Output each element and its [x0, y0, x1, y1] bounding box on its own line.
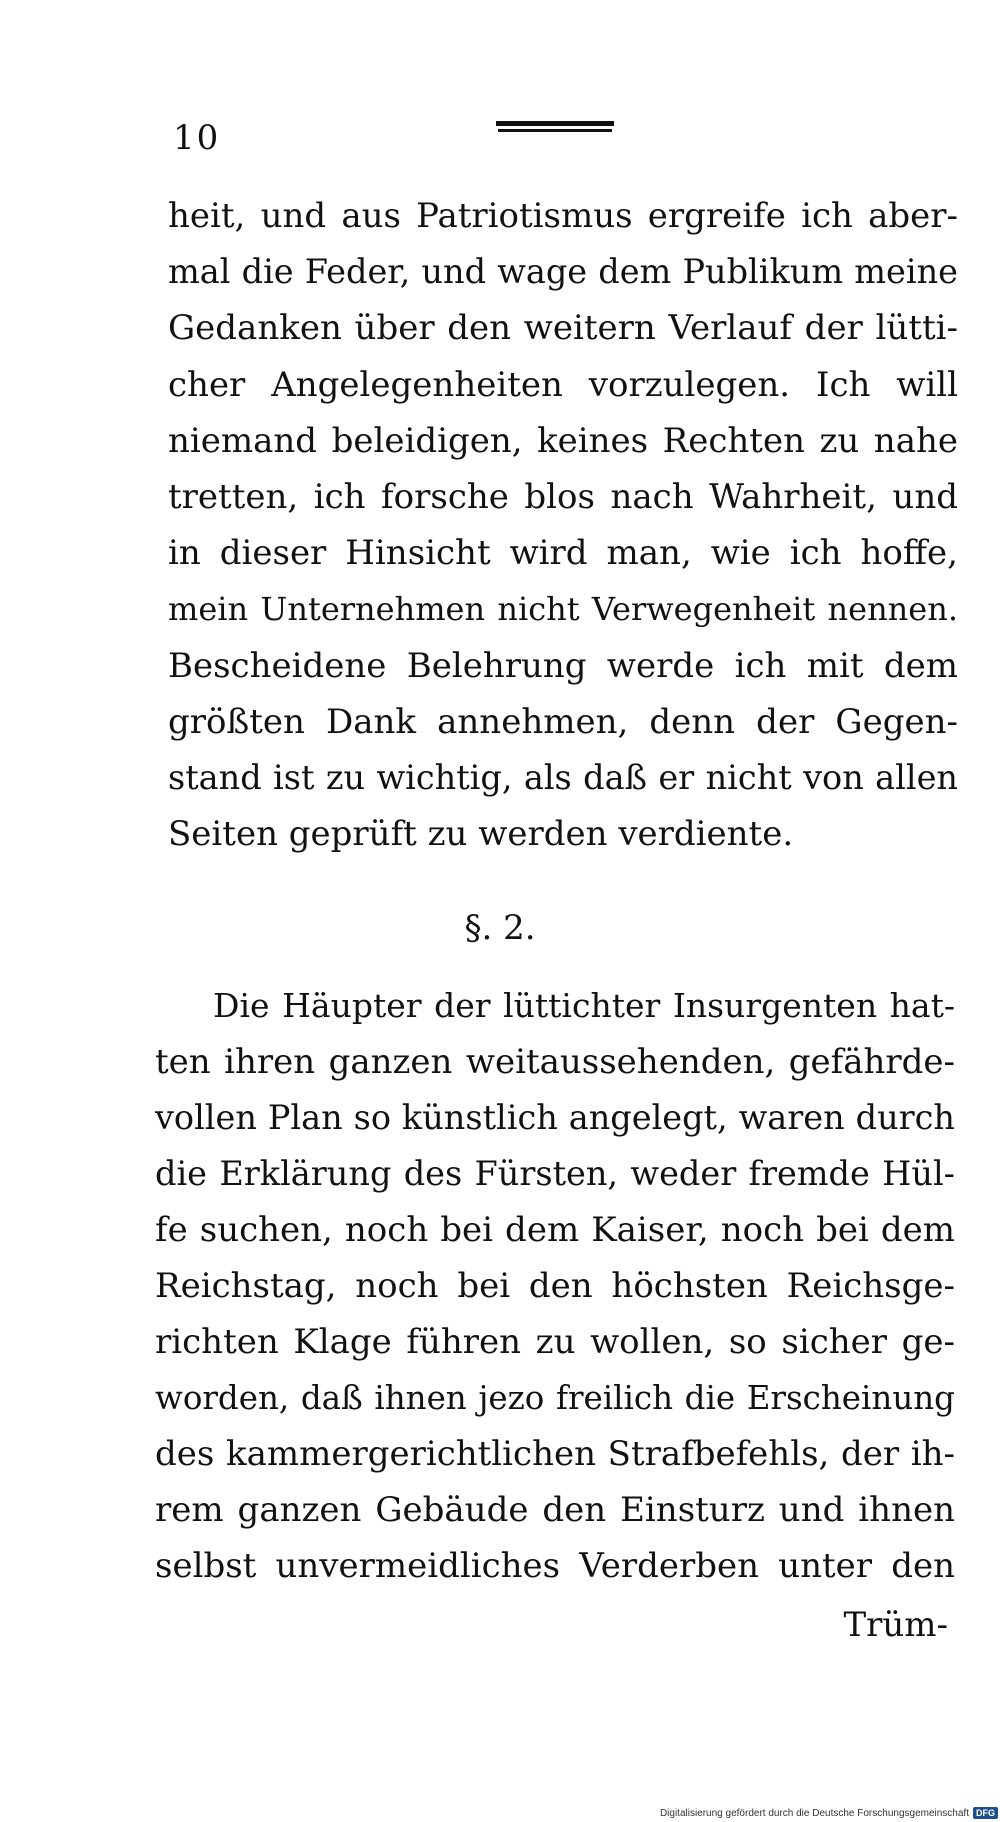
text-line: ten ihren ganzen weitaussehenden, gefährde-: [155, 1042, 955, 1082]
text-line: in dieser Hinsicht wird man, wie ich hoffe,: [168, 533, 958, 574]
text-line: heit, und aus Patriotismus ergreife ich aber-: [168, 196, 958, 236]
digitization-footer: [654, 1805, 1000, 1822]
page-number: 10: [173, 118, 221, 158]
header-rule: [496, 121, 614, 133]
text-line: stand ist zu wichtig, als daß er nicht von allen: [168, 758, 958, 798]
text-line: mein Unternehmen nicht Verwegenheit nennen.: [168, 590, 958, 629]
text-line: niemand beleidigen, keines Rechten zu nahe: [168, 420, 958, 461]
footer-text: Digitalisierung gefördert durch die Deutsche Forschungsgemeinschaft: [659, 1807, 969, 1819]
text-line: Gedanken über den weitern Verlauf der lütti-: [168, 308, 958, 349]
text-line: größten Dank annehmen, denn der Gegen-: [168, 701, 958, 742]
text-line: vollen Plan so künstlich angelegt, waren durch: [155, 1098, 955, 1137]
text-line: fe suchen, noch bei dem Kaiser, noch bei dem: [155, 1210, 955, 1250]
text-line: des kammergerichtlichen Strafbefehls, der ih-: [155, 1434, 955, 1474]
text-line: rem ganzen Gebäude den Einsturz und ihnen: [155, 1490, 955, 1530]
header-rule-top: [496, 121, 614, 126]
header-rule-bottom: [498, 129, 612, 132]
section-heading: §. 2.: [464, 908, 536, 948]
text-line: mal die Feder, und wage dem Publikum meine: [168, 252, 958, 292]
text-line: selbst unvermeidliches Verderben unter den: [155, 1546, 955, 1586]
text-line: die Erklärung des Fürsten, weder fremde Hül-: [155, 1154, 955, 1193]
text-line: cher Angelegenheiten vorzulegen. Ich will: [168, 364, 958, 405]
text-line: Bescheidene Belehrung werde ich mit dem: [168, 645, 958, 686]
text-line: worden, daß ihnen jezo freilich die Erscheinung: [155, 1379, 955, 1417]
text-line: Reichstag, noch bei den höchsten Reichsge-: [155, 1266, 955, 1306]
text-line: Seiten geprüft zu werden verdiente.: [168, 814, 794, 855]
catchword: Trüm-: [843, 1605, 948, 1645]
text-line: tretten, ich forsche blos nach Wahrheit, und: [168, 477, 958, 518]
paragraph-1: [168, 188, 958, 862]
dfg-logo: DFG: [973, 1807, 998, 1819]
text-line: richten Klage führen zu wollen, so sicher ge-: [155, 1322, 955, 1362]
paragraph-2: [155, 978, 955, 1594]
text-line: Die Häupter der lüttichter Insurgenten hat-: [213, 986, 955, 1025]
